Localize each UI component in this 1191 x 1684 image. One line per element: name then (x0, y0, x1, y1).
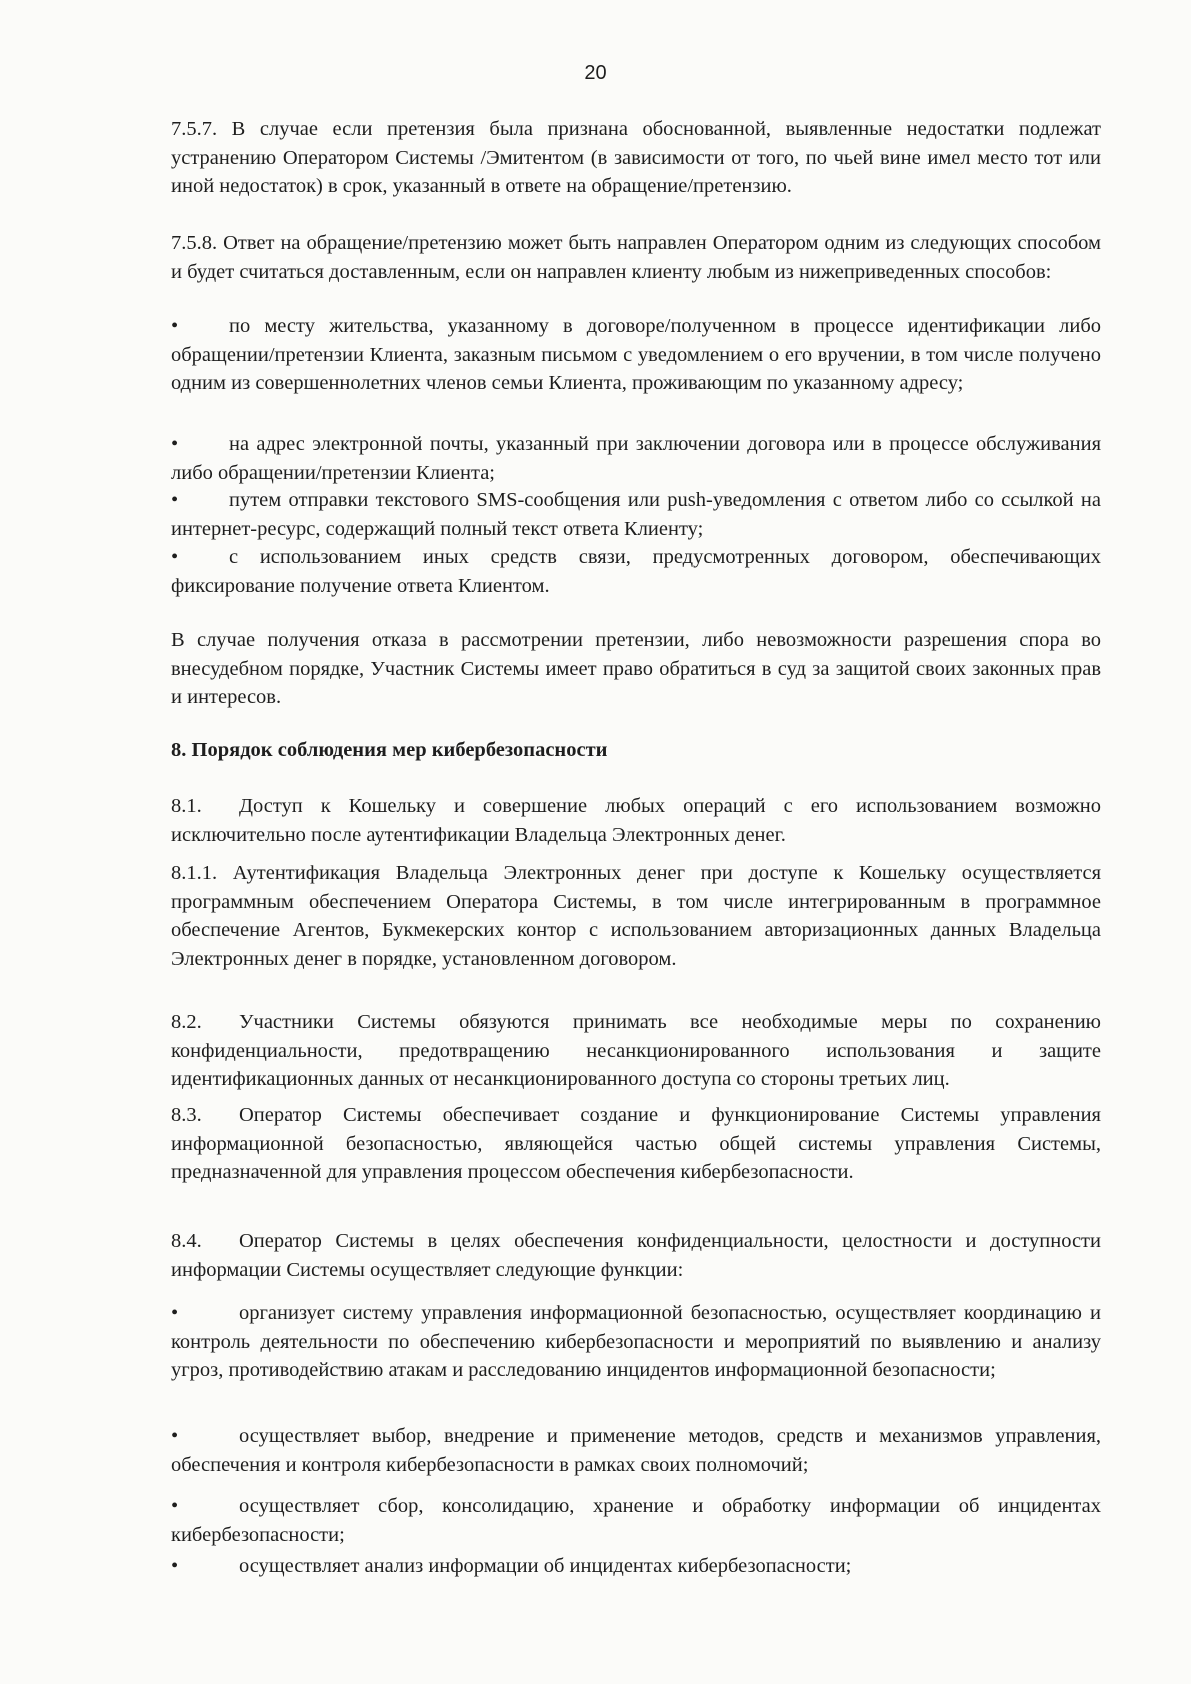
paragraph-7-5-7 (171, 115, 1101, 201)
section-heading: 8. Порядок соблюдения мер кибербезопасности (171, 739, 608, 761)
bullet-icon: • (171, 546, 179, 568)
bullet-text: путем отправки текстового SMS-сообщения или push-уведомления с ответом либо со ссылкой на интернет-ресурс, содержащий полный текст ответа Клиенту; (171, 489, 1101, 540)
bullet-text: осуществляет сбор, консолидацию, хранение и обработку информации об инцидентах кибербезопасности; (171, 1495, 1101, 1546)
clause-text: Доступ к Кошельку и совершение любых операций с его использованием возможно исключительно после аутентификации Владельца Электронных денег. (171, 795, 1101, 846)
bullet-item (171, 430, 1101, 487)
bullet-icon: • (171, 1495, 179, 1517)
clause-text: Оператор Системы в целях обеспечения конфиденциальности, целостности и доступности информации Системы осуществляет следующие функции: (171, 1230, 1101, 1281)
clause-number: 8.1. (171, 795, 202, 817)
clause-number: 8.1.1. (171, 862, 218, 884)
clause-text: Участники Системы обязуются принимать все необходимые меры по сохранению конфиденциальности, предотвращению несанкционированного использования и защите идентификационных данных от несанкционированного доступа со стороны третьих лиц. (171, 1011, 1101, 1091)
clause-number: 8.4. (171, 1230, 202, 1252)
bullet-item (171, 1492, 1101, 1549)
bullet-item (171, 1422, 1101, 1479)
bullet-icon: • (171, 433, 179, 455)
clause-text: Аутентификация Владельца Электронных денег при доступе к Кошельку осуществляется программным обеспечением Оператора Системы, в том числе интегрированным в программное обеспечение Агентов, Букмекерских контор с использованием авторизационных данных Владельца Электронных денег в порядке, установленном договором. (171, 862, 1101, 971)
bullet-item (171, 486, 1101, 543)
clause-number: 7.5.7. (171, 118, 218, 140)
bullet-text: на адрес электронной почты, указанный при заключении договора или в процессе обслуживания либо обращении/претензии Клиента; (171, 433, 1101, 484)
bullet-icon: • (171, 489, 179, 511)
bullet-text: организует систему управления информационной безопасностью, осуществляет координацию и контроль деятельности по обеспечению кибербезопасности и мероприятий по выявлению и анализу угроз, противодействию атакам и расследованию инцидентов информационной безопасности; (171, 1302, 1101, 1382)
page-number: 20 (584, 62, 607, 84)
paragraph-8-3 (171, 1101, 1101, 1187)
bullet-text: осуществляет анализ информации об инцидентах кибербезопасности; (239, 1555, 852, 1577)
paragraph-refusal: В случае получения отказа в рассмотрении претензии, либо невозможности разрешения спора во внесудебном порядке, Участник Системы имеет право обратиться в суд за защитой своих законных прав и интересов. (171, 629, 1101, 709)
clause-number: 8.3. (171, 1104, 202, 1126)
clause-text: Оператор Системы обеспечивает создание и функционирование Системы управления информационной безопасностью, являющейся частью общей системы управления Системы, предназначенной для управления процессом обеспечения кибербезопасности. (171, 1104, 1101, 1184)
bullet-item (171, 543, 1101, 600)
bullet-item (171, 312, 1101, 398)
clause-number: 8.2. (171, 1011, 202, 1033)
bullet-item (171, 1552, 1101, 1581)
paragraph-8-2 (171, 1008, 1101, 1094)
paragraph-8-4 (171, 1227, 1101, 1284)
bullet-item (171, 1299, 1101, 1385)
bullet-icon: • (171, 1555, 179, 1577)
clause-number: 7.5.8. (171, 232, 218, 254)
bullet-text: с использованием иных средств связи, предусмотренных договором, обеспечивающих фиксирование получение ответа Клиентом. (171, 546, 1101, 597)
paragraph-7-5-8 (171, 229, 1101, 286)
clause-text: В случае если претензия была признана обоснованной, выявленные недостатки подлежат устранению Оператором Системы /Эмитентом (в зависимости от того, по чьей вине имел место тот или иной недостаток) в срок, указанный в ответе на обращение/претензию. (171, 118, 1101, 198)
bullet-text: осуществляет выбор, внедрение и применение методов, средств и механизмов управления, обеспечения и контроля кибербезопасности в рамках своих полномочий; (171, 1425, 1101, 1476)
bullet-icon: • (171, 1302, 179, 1324)
bullet-text: по месту жительства, указанному в договоре/полученном в процессе идентификации либо обращении/претензии Клиента, заказным письмом с уведомлением о его вручении, в том числе получено одним из совершеннолетних членов семьи Клиента, проживающим по указанному адресу; (171, 315, 1101, 395)
bullet-icon: • (171, 1425, 179, 1447)
paragraph-8-1 (171, 792, 1101, 849)
clause-text: Ответ на обращение/претензию может быть направлен Оператором одним из следующих способом и будет считаться доставленным, если он направлен клиенту любым из нижеприведенных способов: (171, 232, 1101, 283)
bullet-icon: • (171, 315, 179, 337)
paragraph-8-1-1 (171, 859, 1101, 974)
